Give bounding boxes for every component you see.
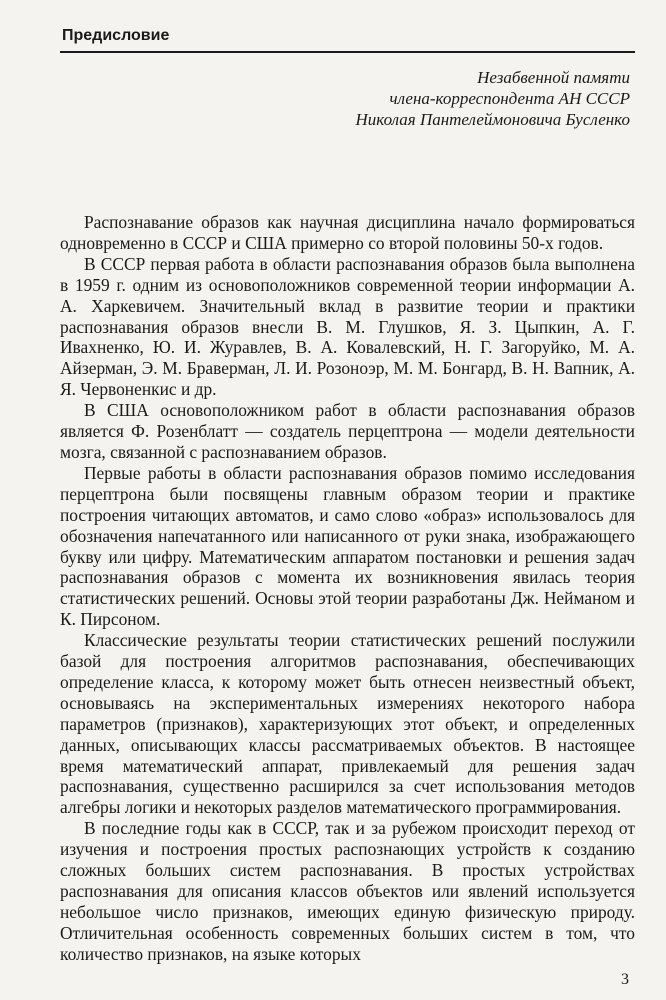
page-number: 3 <box>621 971 629 988</box>
dedication-line: Незабвенной памяти <box>477 68 630 87</box>
paragraph: В США основоположником работ в области распознавания образов является Ф. Розенблатт — создатель перцептрона — модели деятельности мозга, связанной с распознаванием образов. <box>60 400 635 462</box>
paragraph: Первые работы в области распознавания образов помимо исследования перцептрона были посвящены главным образом теории и практике построения читающих автоматов, и само слово «образ» использовалось для обозначения напечатанного или написанного от руки знака, изображающего букву или цифру. Математическим аппаратом постановки и решения задач распознавания образов с момента их возникновения явилась теория статистических решений. Основы этой теории разработаны Дж. Нейманом и К. Пирсоном. <box>60 462 635 630</box>
paragraph: В последние годы как в СССР, так и за рубежом происходит переход от изучения и построения простых распознающих устройств к созданию сложных больших систем распознавания. В простых устройствах распознавания для описания классов объектов или явлений используется небольшое число признаков, имеющих единую физическую природу. Отличительная особенность современных больших систем в том, что количество признаков, на языке которых <box>60 818 635 964</box>
body-text <box>60 212 635 965</box>
dedication-line: Николая Пантелеймоновича Бусленко <box>355 110 630 129</box>
page-header <box>60 26 635 61</box>
header-rule <box>60 51 635 53</box>
paragraph: Классические результаты теории статистических решений послужили базой для построения алгоритмов распознавания, обеспечивающих определение класса, к которому может быть отнесен неизвестный объект, основываясь на экспериментальных измерениях некоторого набора параметров (признаков), характеризующих этот объект, и определенных данных, описывающих классы рассматриваемых объектов. В настоящее время математический аппарат, привлекаемый для решения задач распознавания, существенно расширился за счет использования методов алгебры логики и некоторых разделов математического программирования. <box>60 630 635 818</box>
dedication <box>356 67 630 130</box>
section-title: Предисловие <box>62 27 170 44</box>
dedication-line: члена-корреспондента АН СССР <box>389 89 630 108</box>
paragraph: В СССР первая работа в области распознавания образов была выполнена в 1959 г. одним из основоположников современной теории информации А. А. Харкевичем. Значительный вклад в развитие теории и практики распознавания образов внесли В. М. Глушков, Я. З. Цыпкин, А. Г. Ивахненко, Ю. И. Журавлев, В. А. Ковалевский, Н. Г. Загоруйко, М. А. Айзерман, Э. М. Браверман, Л. И. Розоноэр, М. М. Бонгард, В. Н. Вапник, А. Я. Червоненкис и др. <box>60 253 635 400</box>
paragraph: Распознавание образов как научная дисциплина начало формироваться одновременно в СССР и США примерно со второй половины 50-х годов. <box>60 212 635 253</box>
